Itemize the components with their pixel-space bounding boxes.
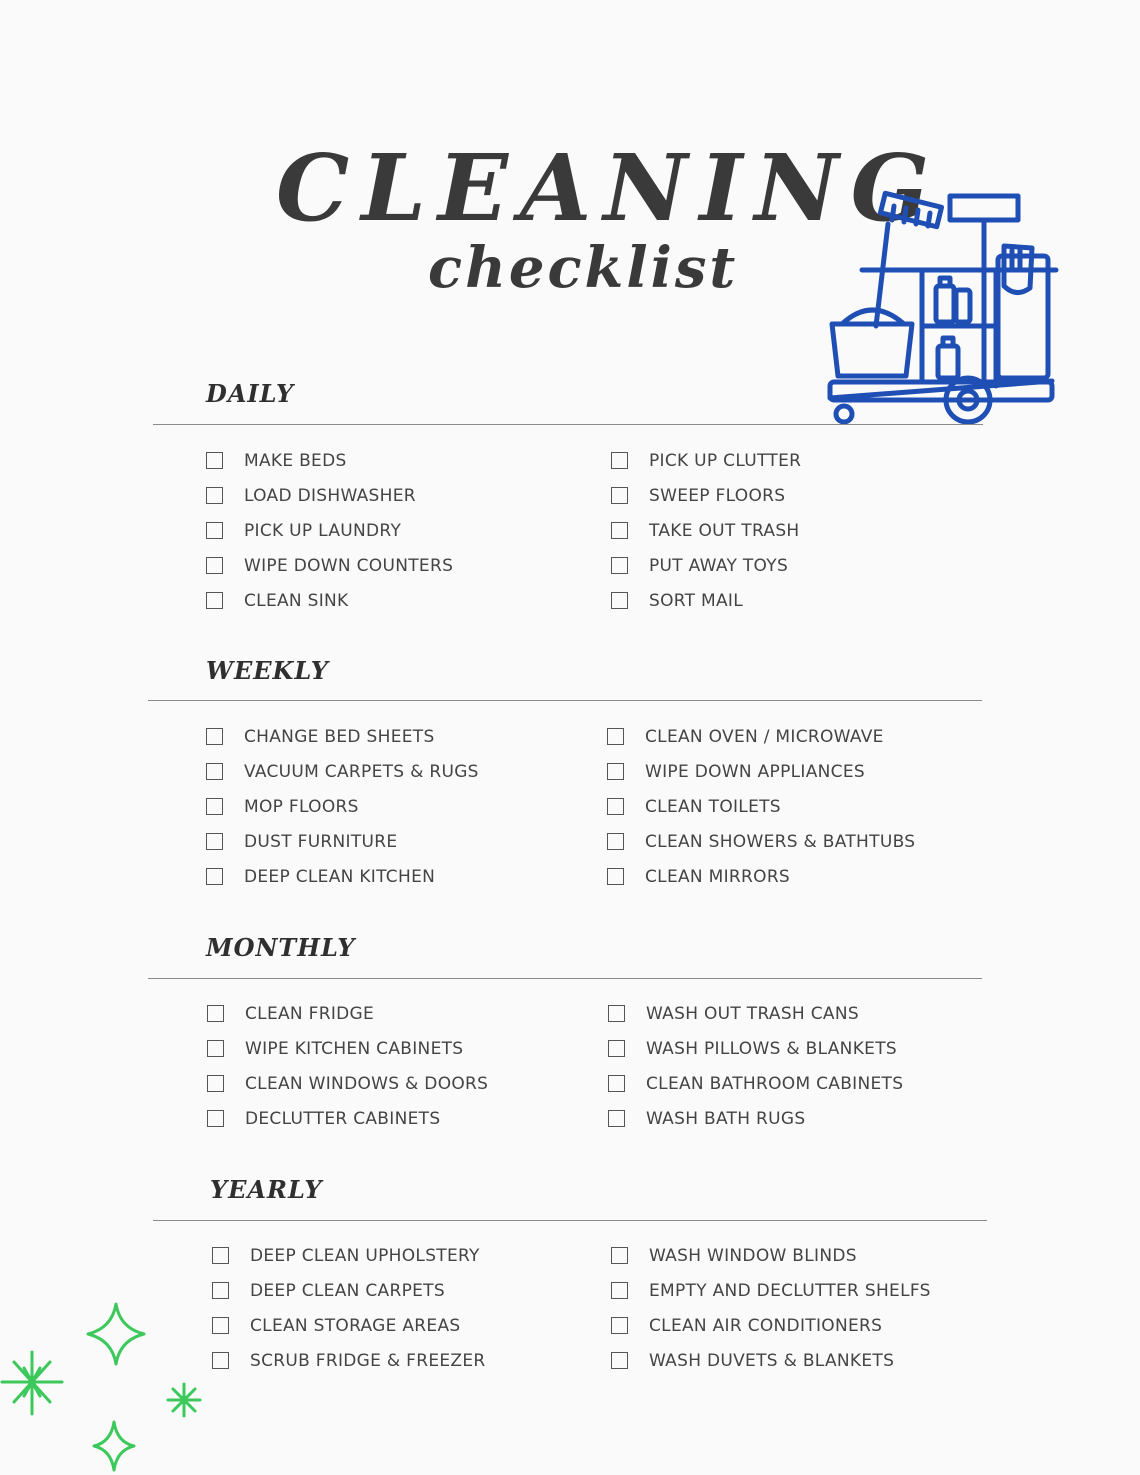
- checklist-item[interactable]: [611, 478, 801, 513]
- checklist-item[interactable]: [206, 754, 479, 789]
- item-label: DUST FURNITURE: [244, 831, 398, 852]
- checklist-item[interactable]: [611, 513, 801, 548]
- checklist-item[interactable]: [611, 1273, 931, 1308]
- item-label: CLEAN SHOWERS & BATHTUBS: [645, 831, 916, 852]
- section-divider: [153, 1220, 987, 1221]
- checklist-item[interactable]: [207, 1031, 488, 1066]
- checkbox[interactable]: [206, 868, 223, 885]
- section-heading: DAILY: [206, 379, 295, 408]
- checkbox[interactable]: [207, 1005, 224, 1022]
- item-label: PICK UP CLUTTER: [649, 450, 802, 471]
- checkbox[interactable]: [206, 728, 223, 745]
- page-subtitle: checklist: [428, 235, 739, 301]
- item-label: TAKE OUT TRASH: [649, 520, 800, 541]
- checklist-item[interactable]: [607, 754, 915, 789]
- checklist-item[interactable]: [206, 513, 453, 548]
- checklist-item[interactable]: [608, 1031, 903, 1066]
- item-label: PUT AWAY TOYS: [649, 555, 789, 576]
- checkbox[interactable]: [608, 1110, 625, 1127]
- checklist-item[interactable]: [212, 1343, 486, 1378]
- checkbox[interactable]: [607, 763, 624, 780]
- checklist-item[interactable]: [608, 1101, 903, 1136]
- checkbox[interactable]: [611, 522, 628, 539]
- checklist-item[interactable]: [206, 789, 479, 824]
- item-label: WIPE DOWN COUNTERS: [244, 555, 454, 576]
- item-label: VACUUM CARPETS & RUGS: [244, 761, 479, 782]
- item-label: CLEAN BATHROOM CABINETS: [646, 1073, 904, 1094]
- item-label: CLEAN AIR CONDITIONERS: [649, 1315, 883, 1336]
- checkbox[interactable]: [206, 522, 223, 539]
- checkbox[interactable]: [207, 1110, 224, 1127]
- checkbox[interactable]: [611, 1317, 628, 1334]
- section-divider: [153, 424, 983, 425]
- checklist-item[interactable]: [212, 1273, 486, 1308]
- left-column: [212, 1238, 486, 1378]
- left-column: [206, 719, 479, 894]
- checkbox[interactable]: [206, 487, 223, 504]
- item-label: EMPTY AND DECLUTTER SHELFS: [649, 1280, 931, 1301]
- cleaning-cart-icon: [826, 186, 1062, 426]
- item-label: SORT MAIL: [649, 590, 744, 611]
- item-label: CLEAN SINK: [244, 590, 349, 611]
- checklist-item[interactable]: [611, 583, 801, 618]
- checkbox[interactable]: [207, 1040, 224, 1057]
- item-label: PICK UP LAUNDRY: [244, 520, 402, 541]
- item-label: WASH BATH RUGS: [646, 1108, 806, 1129]
- left-column: [207, 996, 488, 1136]
- checkbox[interactable]: [611, 557, 628, 574]
- item-label: MAKE BEDS: [244, 450, 347, 471]
- section-heading: MONTHLY: [206, 933, 356, 962]
- right-column: [611, 1238, 931, 1378]
- checklist-item[interactable]: [608, 1066, 903, 1101]
- checklist-item[interactable]: [607, 789, 915, 824]
- checkbox[interactable]: [611, 487, 628, 504]
- checkbox[interactable]: [607, 833, 624, 850]
- checklist-item[interactable]: [212, 1308, 486, 1343]
- checklist-item[interactable]: [207, 1066, 488, 1101]
- checklist-item[interactable]: [207, 1101, 488, 1136]
- checkbox[interactable]: [206, 763, 223, 780]
- checkbox[interactable]: [611, 452, 628, 469]
- checkbox[interactable]: [607, 868, 624, 885]
- page-title: CLEANING: [276, 134, 942, 242]
- checkbox[interactable]: [607, 798, 624, 815]
- item-label: CLEAN OVEN / MICROWAVE: [645, 726, 884, 747]
- checkbox[interactable]: [207, 1075, 224, 1092]
- checklist-item[interactable]: [611, 1308, 931, 1343]
- checkbox[interactable]: [611, 1247, 628, 1264]
- section-heading: YEARLY: [210, 1175, 323, 1204]
- checklist-item[interactable]: [206, 443, 453, 478]
- checkbox[interactable]: [206, 592, 223, 609]
- item-label: DEEP CLEAN KITCHEN: [244, 866, 436, 887]
- item-label: WASH WINDOW BLINDS: [649, 1245, 857, 1266]
- checkbox[interactable]: [608, 1040, 625, 1057]
- checklist-item[interactable]: [212, 1238, 486, 1273]
- item-label: CLEAN MIRRORS: [645, 866, 791, 887]
- item-label: CLEAN TOILETS: [645, 796, 781, 817]
- checklist-item[interactable]: [607, 859, 915, 894]
- checklist-item[interactable]: [206, 824, 479, 859]
- item-label: WASH OUT TRASH CANS: [646, 1003, 859, 1024]
- checklist-item[interactable]: [206, 548, 453, 583]
- checklist-item[interactable]: [607, 719, 915, 754]
- checklist-item[interactable]: [607, 824, 915, 859]
- checklist-item[interactable]: [206, 478, 453, 513]
- checklist-item[interactable]: [611, 1238, 931, 1273]
- checklist-item[interactable]: [611, 1343, 931, 1378]
- checkbox[interactable]: [206, 833, 223, 850]
- sparkle-icon: [0, 1290, 220, 1475]
- item-label: WASH DUVETS & BLANKETS: [649, 1350, 895, 1371]
- checkbox[interactable]: [611, 1352, 628, 1369]
- checkbox[interactable]: [611, 1282, 628, 1299]
- item-label: MOP FLOORS: [244, 796, 359, 817]
- checkbox[interactable]: [607, 728, 624, 745]
- checklist-item[interactable]: [611, 443, 801, 478]
- checkbox[interactable]: [206, 557, 223, 574]
- checklist-item[interactable]: [206, 859, 479, 894]
- checklist-item[interactable]: [611, 548, 801, 583]
- section-heading: WEEKLY: [206, 656, 329, 685]
- item-label: CLEAN FRIDGE: [245, 1003, 375, 1024]
- right-column: [611, 443, 801, 618]
- item-label: DEEP CLEAN UPHOLSTERY: [250, 1245, 480, 1266]
- right-column: [608, 996, 903, 1136]
- item-label: DECLUTTER CABINETS: [245, 1108, 441, 1129]
- checklist-item[interactable]: [206, 719, 479, 754]
- checklist-item[interactable]: [207, 996, 488, 1031]
- checkbox[interactable]: [206, 798, 223, 815]
- checklist-item[interactable]: [608, 996, 903, 1031]
- item-label: WASH PILLOWS & BLANKETS: [646, 1038, 897, 1059]
- checklist-item[interactable]: [206, 583, 453, 618]
- item-label: CHANGE BED SHEETS: [244, 726, 435, 747]
- item-label: SWEEP FLOORS: [649, 485, 786, 506]
- section-divider: [148, 700, 982, 701]
- item-label: CLEAN STORAGE AREAS: [250, 1315, 461, 1336]
- checkbox[interactable]: [608, 1005, 625, 1022]
- checkbox[interactable]: [608, 1075, 625, 1092]
- checkbox[interactable]: [212, 1247, 229, 1264]
- item-label: DEEP CLEAN CARPETS: [250, 1280, 445, 1301]
- checkbox[interactable]: [206, 452, 223, 469]
- left-column: [206, 443, 453, 618]
- right-column: [607, 719, 915, 894]
- item-label: WIPE DOWN APPLIANCES: [645, 761, 865, 782]
- item-label: SCRUB FRIDGE & FREEZER: [250, 1350, 486, 1371]
- item-label: WIPE KITCHEN CABINETS: [245, 1038, 464, 1059]
- section-divider: [148, 978, 982, 979]
- item-label: CLEAN WINDOWS & DOORS: [245, 1073, 489, 1094]
- checkbox[interactable]: [611, 592, 628, 609]
- item-label: LOAD DISHWASHER: [244, 485, 416, 506]
